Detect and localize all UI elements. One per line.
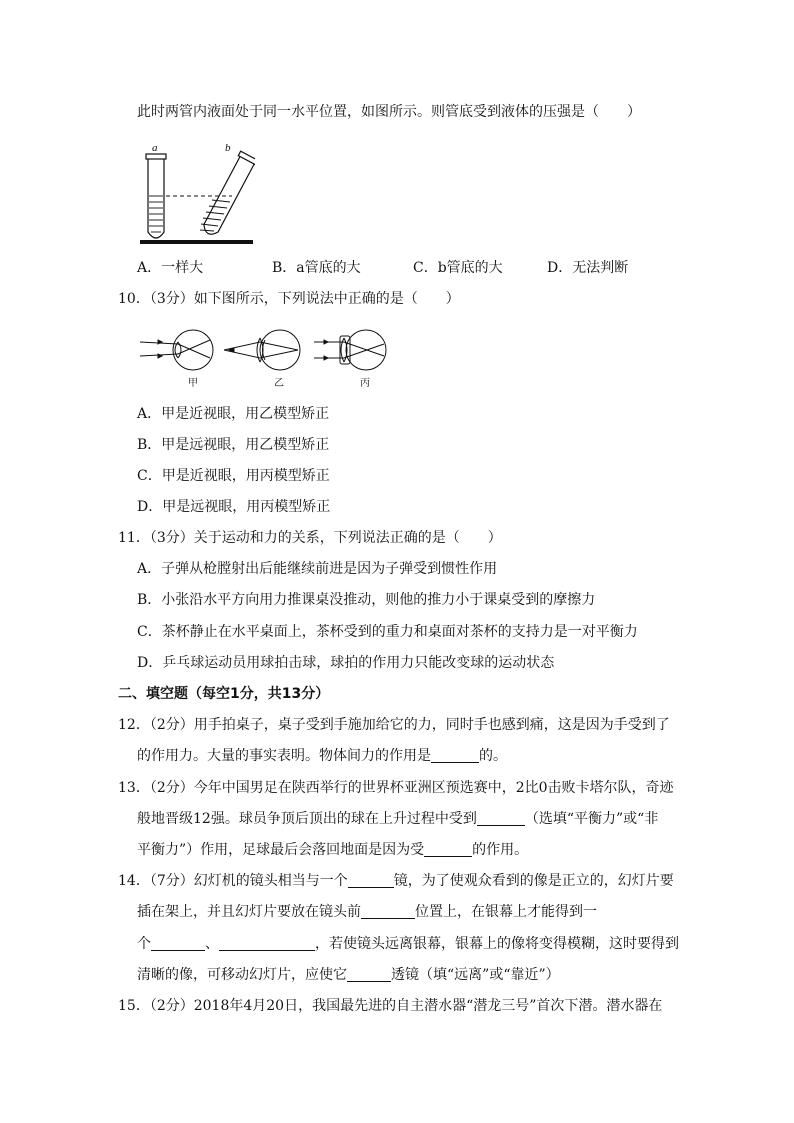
q13-line1: 13．（2分）今年中国男足在陕西举行的世界杯亚洲区预选赛中，2比0击败卡塔尔队，奇迹 (118, 780, 674, 796)
q14-line1: 14．（7分）幻灯机的镜头相当与一个 镜，为了使观众看到的像是正立的，幻灯片要 (118, 873, 674, 889)
q12-line1: 12．（2分）用手拍桌子，桌子受到手施加给它的力，同时手也感到痛，这是因为手受到了 (118, 717, 670, 733)
answer-blank[interactable] (424, 842, 472, 857)
q11-option-c: C．茶杯静止在水平桌面上，茶杯受到的重力和桌面对茶杯的支持力是一对平衡力 (137, 624, 638, 640)
answer-blank[interactable] (347, 967, 391, 982)
eye-jia (140, 330, 213, 370)
fig-label-jia: 甲 (188, 378, 198, 389)
q13-line2: 般地晋级12强。球员争顶后顶出的球在上升过程中受到 （选填“平衡力”或“非 (137, 811, 659, 827)
answer-blank[interactable] (348, 873, 394, 888)
tube-a-liquid (149, 196, 163, 232)
q10-option-c: C．甲是近视眼，用丙模型矫正 (137, 468, 330, 484)
fig-label-bing: 丙 (360, 378, 370, 389)
eye-diagrams-figure (138, 326, 400, 390)
tube-b-label: b (225, 142, 231, 154)
q12-line2: 的作用力。大量的事实表明。物体间力的作用是 的。 (137, 748, 507, 764)
q11-option-a: A．子弹从枪膛射出后能继续前进是因为子弹受到惯性作用 (137, 561, 498, 577)
q11-option-b: B．小张沿水平方向用力推课桌没推动，则他的推力小于课桌受到的摩擦力 (137, 592, 596, 608)
q15-line1: 15．（2分）2018年4月20日，我国最先进的自主潜水器“潜龙三号”首次下潜。潜水器在 (118, 998, 663, 1014)
tube-a-label: a (152, 142, 158, 154)
q9-stem: 此时两管内液面处于同一水平位置，如图所示。则管底受到液体的压强是（ ） (137, 104, 641, 120)
q11-option-d: D．乒乓球运动员用球拍击球，球拍的作用力只能改变球的运动状态 (137, 655, 555, 671)
q9-option-b: B．a管底的大 (272, 260, 361, 276)
answer-blank[interactable] (431, 748, 479, 763)
answer-blank[interactable] (151, 936, 205, 951)
eye-yi (224, 330, 300, 370)
eye-bing (314, 330, 386, 370)
test-tubes-figure (130, 140, 255, 248)
q10-option-d: D．甲是远视眼，用丙模型矫正 (137, 499, 331, 515)
q9-option-c: C．b管底的大 (413, 260, 503, 276)
q14-line2: 插在架上，并且幻灯片要放在镜头前 位置上，在银幕上才能得到一 (137, 904, 597, 920)
q10-stem: 10．（3分）如下图所示，下列说法中正确的是（ ） (118, 291, 460, 307)
answer-blank[interactable] (219, 936, 315, 951)
q10-option-a: A．甲是近视眼，用乙模型矫正 (137, 406, 330, 422)
fig-label-yi: 乙 (274, 378, 284, 389)
q14-line3: 个 、 ，若使镜头远离银幕，银幕上的像将变得模糊，这时要得到 (137, 936, 679, 952)
q9-option-d: D．无法判断 (547, 260, 629, 276)
stand-base (140, 240, 253, 244)
q13-line3: 平衡力”）作用，足球最后会落回地面是因为受 的作用。 (137, 842, 529, 858)
q14-line4: 清晰的像，可移动幻灯片，应使它 透镜（填“远离”或“靠近”） (137, 967, 560, 983)
answer-blank[interactable] (361, 904, 415, 919)
q9-option-a: A．一样大 (137, 260, 204, 276)
answer-blank[interactable] (477, 811, 525, 826)
q11-stem: 11．（3分）关于运动和力的关系，下列说法正确的是（ ） (118, 530, 502, 546)
section-heading-fill-blank: 二、填空题（每空1分，共13分） (118, 686, 330, 702)
q10-option-b: B．甲是远视眼，用乙模型矫正 (137, 437, 330, 453)
